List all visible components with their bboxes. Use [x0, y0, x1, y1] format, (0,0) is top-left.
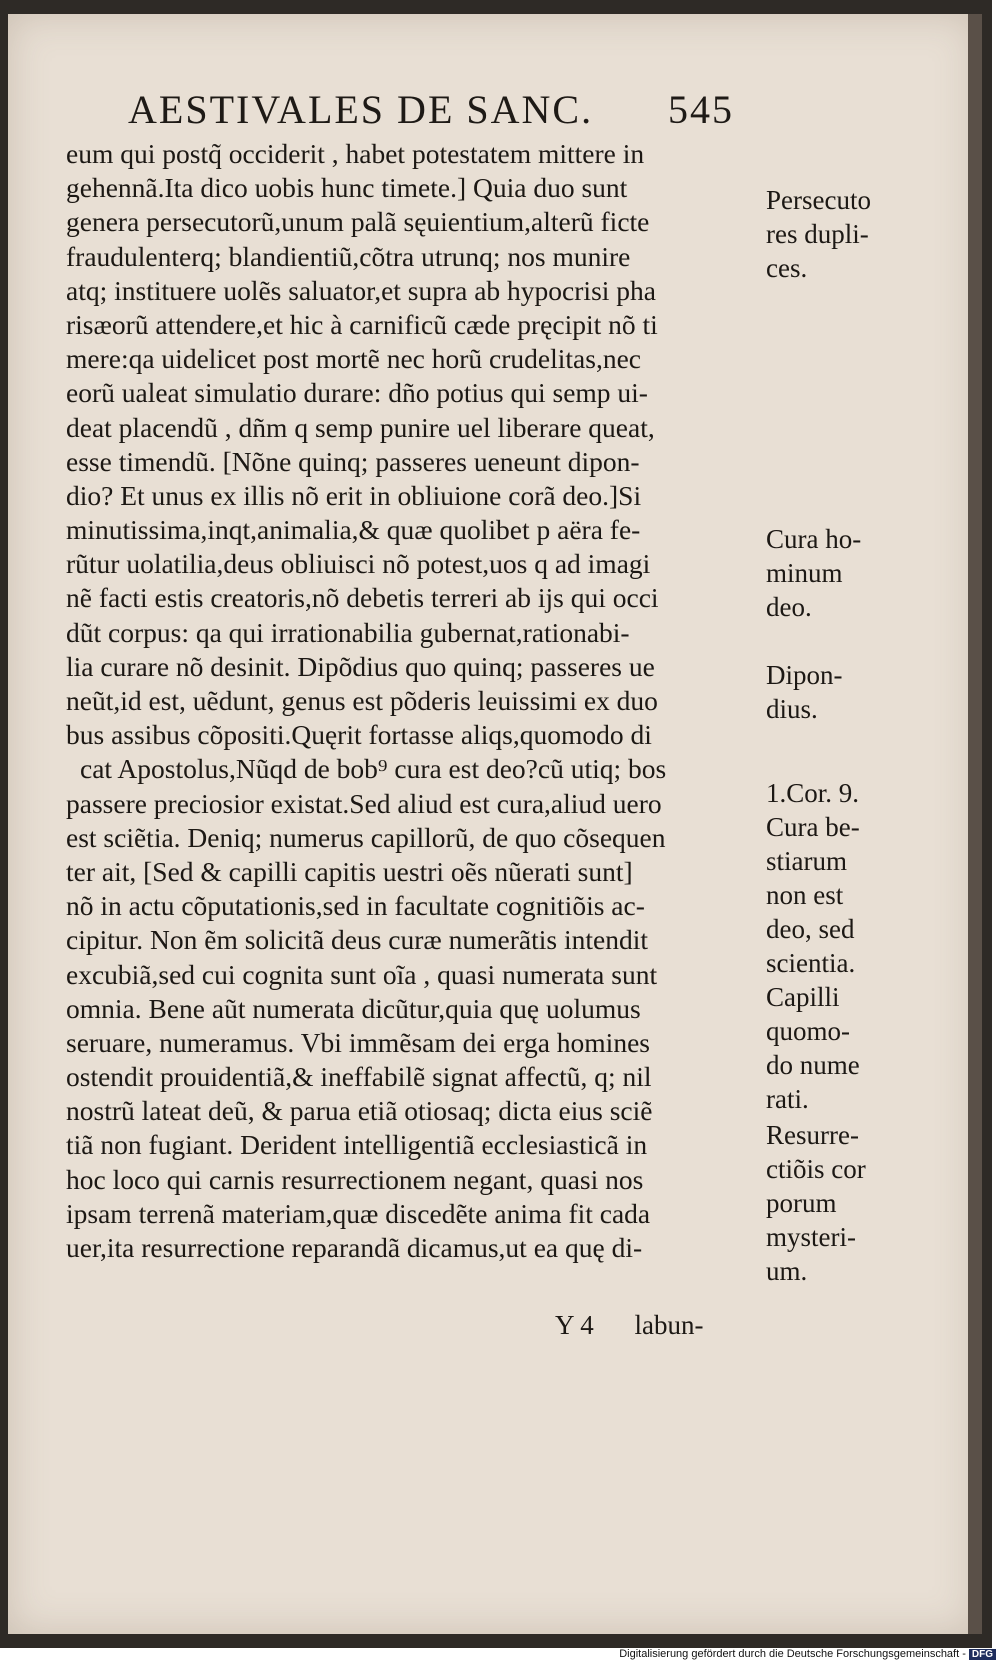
text-line: rũtur uolatilia,deus obliuisci nõ potest,uos q ad imagi	[66, 548, 651, 580]
page-edge	[968, 14, 982, 1634]
margin-note-resurrectionis: Resurre- ctiõis cor porum mysteri- um.	[766, 1120, 866, 1286]
page-number: 545	[668, 87, 734, 132]
text-line: esse timendũ. [Nõne quinq; passeres ueneunt dipon-	[66, 445, 640, 477]
text-line: tiã non fugiant. Derident intelligentiã ecclesiasticã in	[66, 1129, 648, 1161]
margin-note-persecutores: Persecuto res dupli- ces.	[766, 185, 871, 283]
text-line: nẽ facti estis creatoris,nõ debetis terreri ab ijs qui occi	[66, 582, 659, 614]
main-text-block	[66, 137, 766, 1265]
text-line: lia curare nõ desinit. Dipõdius quo quinq; passeres ue	[66, 650, 655, 682]
text-line: cipitur. Non ẽm solicitã deus curæ numerãtis intendit	[66, 924, 648, 956]
text-line: risæorũ attendere,et hic à carnificũ cæde pręcipit nõ ti	[66, 308, 658, 340]
margin-note-cura-bestiarum: Cura be- stiarum non est deo, sed scientia.	[766, 812, 860, 978]
text-line: excubiã,sed cui cognita sunt oĩa , quasi numerata sunt	[66, 958, 658, 990]
text-line: hoc loco qui carnis resurrectionem negant, quasi nos	[66, 1163, 644, 1195]
dfg-logo: DFG	[969, 1649, 996, 1660]
catchword-line	[555, 1310, 703, 1341]
text-line: deat placendũ , dñm q semp punire uel liberare queat,	[66, 411, 655, 443]
catchword: labun-	[634, 1310, 704, 1340]
text-line: bus assibus cõpositi.Quęrit fortasse aliqs,quomodo di	[66, 719, 652, 751]
digitization-footer	[600, 1648, 996, 1668]
margin-note-dipondius: Dipon- dius.	[766, 660, 843, 724]
margin-note-cura-hominum: Cura ho- minum deo.	[766, 524, 862, 622]
footer-text: Digitalisierung gefördert durch die Deutsche Forschungsgemeinschaft -	[619, 1648, 966, 1660]
text-line: omnia. Bene aũt numerata dicũtur,quia quę uolumus	[66, 992, 641, 1024]
text-line: ter ait, [Sed & capilli capitis uestri oẽs nũerati sunt]	[66, 855, 633, 887]
text-line: dio? Et unus ex illis nõ erit in obliuione corã deo.]Si	[66, 479, 642, 511]
text-line: atq; instituere uolẽs saluator,et supra ab hypocrisi pha	[66, 274, 656, 306]
text-line: seruare, numeramus. Vbi immẽsam dei erga homines	[66, 1026, 650, 1058]
text-line: dũt corpus: qa qui irrationabilia gubernat,rationabi-	[66, 616, 630, 648]
margin-note-corinthians: 1.Cor. 9.	[766, 778, 860, 808]
text-line: ipsam terrenã materiam,quæ discedẽte anima fit cada	[66, 1197, 651, 1229]
text-line: ostendit prouidentiã,& ineffabilẽ signat affectũ, q; nil	[66, 1061, 652, 1093]
signature-mark: Y 4	[555, 1310, 594, 1340]
text-line: genera persecutorũ,unum palã sęuientium,alterũ ficte	[66, 206, 650, 238]
text-line: eorũ ualeat simulatio durare: dño potius qui semp ui-	[66, 377, 648, 409]
text-line: eum qui postq̃ occiderit , habet potestatem mittere in	[66, 138, 645, 169]
text-line: cat Apostolus,Nũqd de bob⁹ cura est deo?cũ utiq; bos	[80, 753, 667, 785]
text-line: minutissima,inqt,animalia,& quæ quolibet p aëra fe-	[66, 514, 641, 546]
text-line: passere preciosior existat.Sed aliud est cura,aliud uero	[66, 787, 662, 819]
text-line: uer,ita resurrectione reparandã dicamus,ut ea quę di-	[66, 1232, 643, 1263]
text-line: nostrũ lateat deũ, & parua etiã otiosaq; dicta eius sciẽ	[66, 1095, 653, 1127]
text-line: neũt,id est, uẽdunt, genus est põderis leuissimi ex duo	[66, 685, 658, 716]
margin-note-capilli: Capilli quomo- do nume rati.	[766, 982, 860, 1114]
running-head	[128, 86, 768, 136]
text-line: est sciẽtia. Deniq; numerus capillorũ, de quo cõsequen	[66, 821, 666, 853]
text-line: mere:qa uidelicet post mortẽ nec horũ crudelitas,nec	[66, 343, 641, 375]
running-head-title: AESTIVALES DE SANC.	[128, 87, 594, 132]
text-line: fraudulenterq; blandientiũ,cõtra utrunq; nos munire	[66, 240, 631, 272]
text-line: gehennã.Ita dico uobis hunc timete.] Quia duo sunt	[66, 172, 628, 204]
text-line: nõ in actu cõputationis,sed in facultate cognitiõis ac-	[66, 890, 645, 922]
